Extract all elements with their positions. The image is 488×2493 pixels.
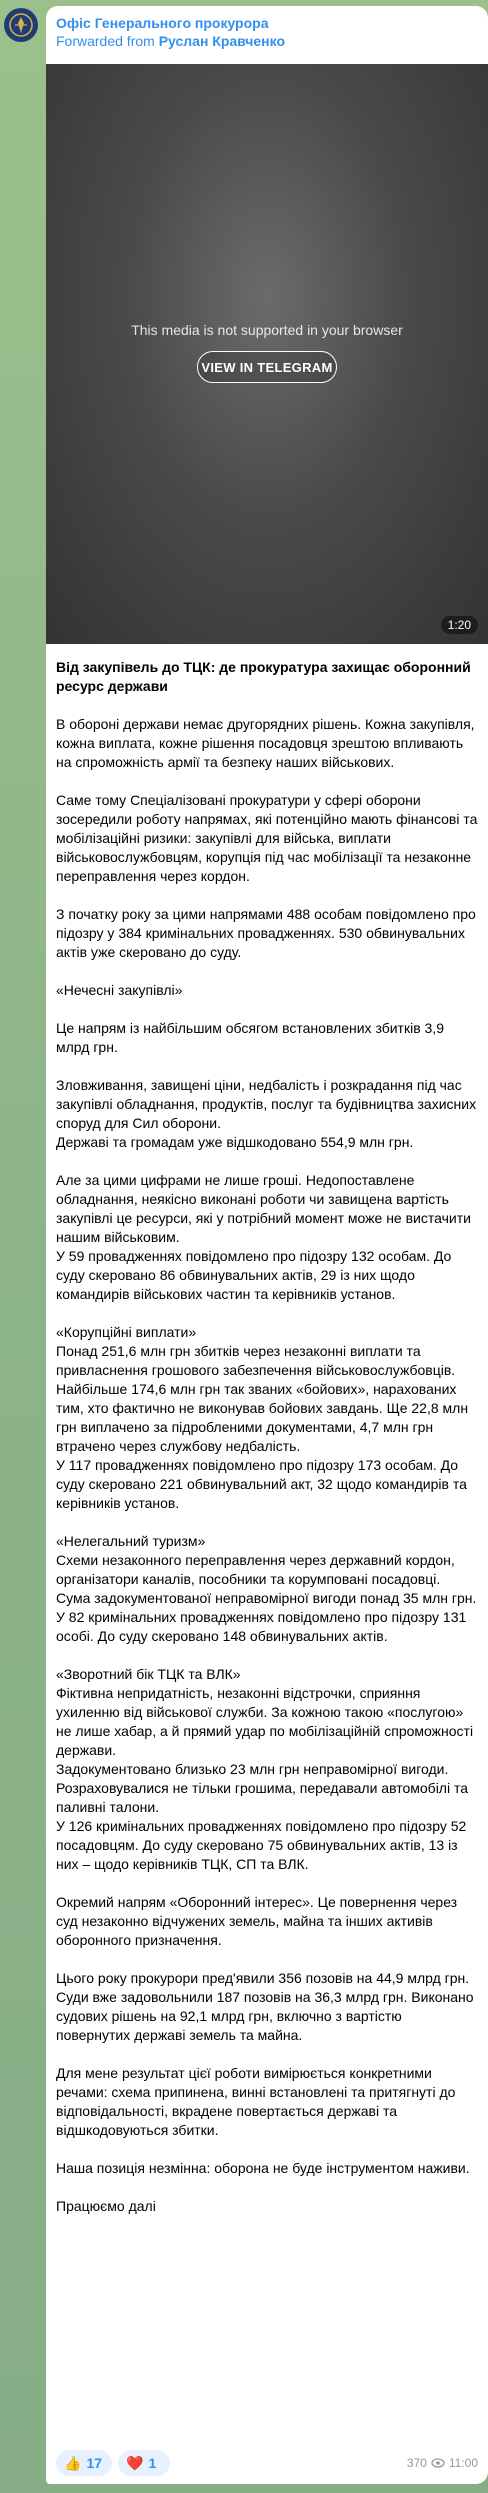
post-paragraph: Зловживання, завищені ціни, недбалість і розкрадання під час закупівлі обладнання, продуктів, послуг та будівництва захисних споруд для Сил оборони. Державі та громадам уже відшкодовано 554,9 млн грн. xyxy=(56,1077,477,1150)
eye-icon xyxy=(431,2458,445,2468)
message-footer xyxy=(56,2450,478,2476)
reaction-thumbs-up[interactable] xyxy=(56,2450,112,2476)
post-paragraph: «Нечесні закупівлі» xyxy=(56,982,183,998)
forward-source-link[interactable]: Руслан Кравченко xyxy=(158,33,285,49)
message-time: 11:00 xyxy=(448,2456,478,2470)
forwarded-from xyxy=(56,32,478,50)
post-paragraph: Але за цими цифрами не лише гроші. Недопоставлене обладнання, неякісно виконані роботи чи завищена вартість закупівлі це ресурси, які у потрібний момент може не вистачити нашим військовим. У 59 провадженнях повідомлено про підозру 132 особам. До суду скеровано 86 обвинувальних актів, 29 із них щодо командирів військових частин та керівників установ. xyxy=(56,1172,471,1302)
message-bubble xyxy=(46,6,488,2484)
post-paragraph: Працюємо далі xyxy=(56,2198,156,2214)
reaction-count: 17 xyxy=(86,2455,103,2471)
reaction-count: 1 xyxy=(148,2455,157,2471)
message-meta xyxy=(407,2456,478,2470)
video-placeholder[interactable] xyxy=(46,64,488,644)
post-text xyxy=(56,658,478,2235)
post-paragraph: «Зворотний бік ТЦК та ВЛК» Фіктивна непридатність, незаконні відстрочки, сприяння ухиленню від військової служби. За кожною такою «послугою» не лише хабар, а й прямий удар по мобілізаційній спроможності держави. Задокументовано близько 23 млн грн неправомірної вигоди. Розраховувалися не тільки грошима, передавали автомобілі та паливні талони. У 126 кримінальних провадженнях повідомлено про підозру 52 посадовцям. До суду скеровано 75 обвинувальних актів, 13 із них – щодо керівників ТЦК, СП та ВЛК. xyxy=(56,1666,474,1872)
post-paragraph: «Корупційні виплати» Понад 251,6 млн грн збитків через незаконні виплати та привласнення грошового забезпечення військовослужбовців. Найбільше 174,6 млн грн так званих «бойових», нарахованих тим, хто фактично не виконував бойових завдань. Ще 22,8 млн грн виплачено за підробленими документами, 4,7 млн грн втрачено через службову недбалість. У 117 провадженнях повідомлено про підозру 173 особам. До суду скеровано 221 обвинувальний акт, 32 щодо командирів та керівників установ. xyxy=(56,1324,469,1511)
post-paragraph: Це напрям із найбільшим обсягом встановлених збитків 3,9 млрд грн. xyxy=(56,1020,444,1055)
post-paragraph: Окремий напрям «Оборонний інтерес». Це повернення через суд незаконно відчужених земель, майна та інших активів оборонного призначення. xyxy=(56,1894,458,1948)
post-title: Від закупівель до ТЦК: де прокуратура захищає оборонний ресурс держави xyxy=(56,659,471,694)
forward-prefix: Forwarded from xyxy=(56,33,155,49)
message-header xyxy=(46,6,488,54)
view-count: 370 xyxy=(406,2456,427,2470)
post-paragraph: В обороні держави немає другорядних рішень. Кожна закупівля, кожна виплата, кожне рішення посадовця зрештою впливають на спроможність армії та безпеку наших військових. xyxy=(56,716,475,770)
channel-name[interactable]: Офіс Генерального прокурора xyxy=(56,15,269,31)
video-duration: 1:20 xyxy=(441,616,478,634)
post-paragraph: Цього року прокурори пред'явили 356 позовів на 44,9 млрд грн. Суди вже задовольнили 187 позовів на 36,3 млрд грн. Виконано судових рішень на 92,1 млрд грн, включно з вартістю повернутих державі земель та майна. xyxy=(56,1970,474,2043)
view-in-telegram-button[interactable]: VIEW IN TELEGRAM xyxy=(197,351,337,383)
unsupported-media-notice: This media is not supported in your browser xyxy=(131,322,403,338)
thumbs-up-icon: 👍 xyxy=(64,2454,82,2471)
heart-icon: ❤️ xyxy=(126,2454,144,2471)
post-paragraph: Саме тому Спеціалізовані прокуратури у сфері оборони зосередили роботу напрямах, які потенційно мають фінансові та мобілізаційні ризики: закупівлі для війська, виплати військовослужбовцям, корупція під час мобілізації та незаконне переправлення через кордон. xyxy=(56,792,478,884)
post-paragraph: Наша позиція незмінна: оборона не буде інструментом наживи. xyxy=(56,2160,470,2176)
post-paragraph: З початку року за цими напрямами 488 особам повідомлено про підозру у 384 кримінальних провадженнях. 530 обвинувальних актів уже скеровано до суду. xyxy=(56,906,476,960)
reaction-heart[interactable] xyxy=(118,2450,170,2476)
emblem-icon xyxy=(8,12,34,38)
post-paragraph: Для мене результат цієї роботи вимірюється конкретними речами: схема припинена, винні встановлені та притягнуті до відповідальності, вкрадене повертається державі та відшкодовуються збитки. xyxy=(56,2065,456,2138)
channel-avatar[interactable] xyxy=(4,8,38,42)
post-paragraph: «Нелегальний туризм» Схеми незаконного переправлення через державний кордон, організатори каналів, пособники та корумповані посадовці. Сума задокументованої неправомірної вигоди понад 35 млн грн. У 82 кримінальних провадженнях повідомлено про підозру 131 особі. До суду скеровано 148 обвинувальних актів. xyxy=(56,1533,477,1644)
